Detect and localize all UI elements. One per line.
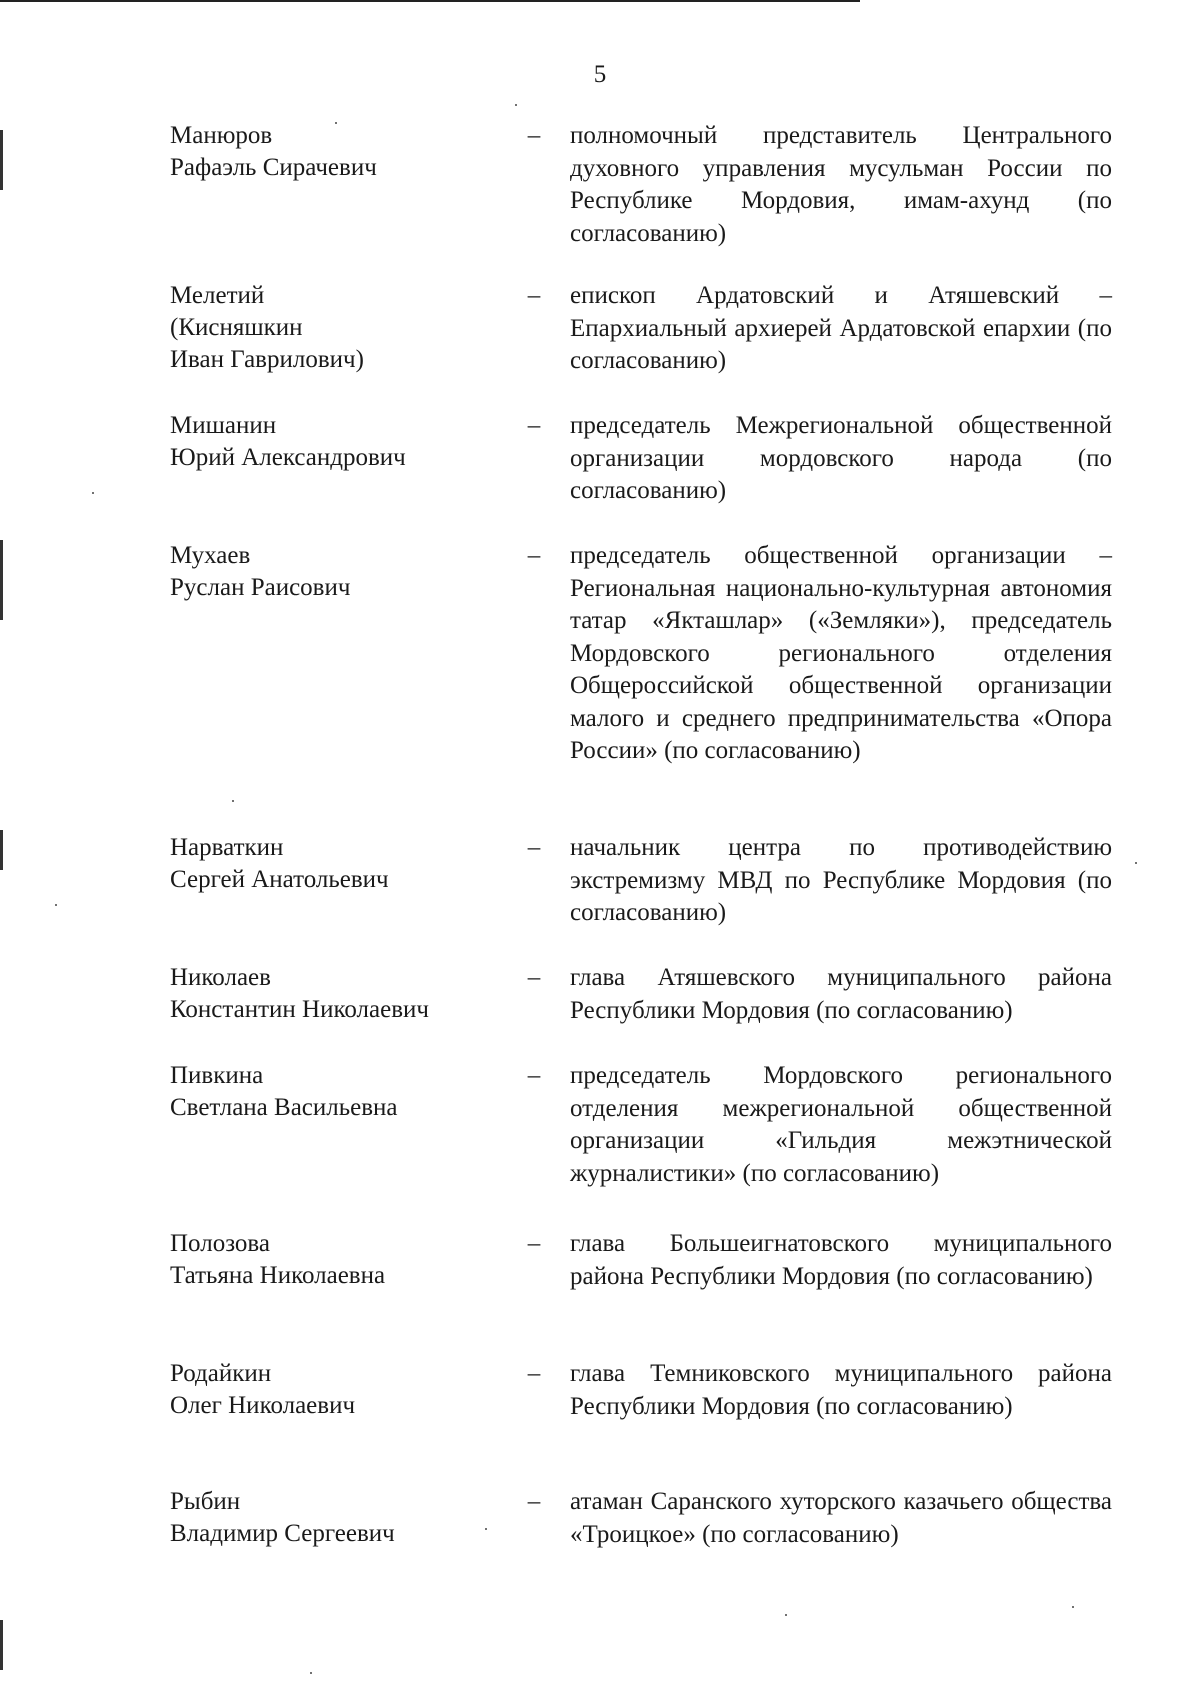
member-role: председатель Мордовского регионального отделения межрегиональной общественной организации «Гильдия межэтнической журналистики» (по согласованию) (570, 1062, 1112, 1187)
member-role: глава Большеигнатовского муниципального района Республики Мордовия (по согласованию) (570, 1230, 1112, 1290)
member-surname: Нарваткин (170, 834, 284, 861)
member-role: атаман Саранского хуторского казачьего общества «Троицкое» (по согласованию) (570, 1488, 1112, 1548)
scan-speck (92, 492, 94, 494)
member-given-name: Константин Николаевич (170, 996, 429, 1023)
member-surname: Манюров (170, 122, 273, 149)
scan-edge-top (0, 0, 860, 2)
member-surname: Пивкина (170, 1062, 264, 1089)
member-given-name: Рафаэль Сирачевич (170, 154, 377, 181)
dash-separator: – (527, 1230, 541, 1257)
member-role: глава Темниковского муниципального района Республики Мордовия (по согласованию) (570, 1360, 1112, 1420)
page-number: 5 (593, 61, 607, 88)
scan-speck (1135, 862, 1137, 864)
member-given-name: (Кисняшкин (170, 314, 303, 341)
member-role: начальник центра по противодействию экстремизму МВД по Республике Мордовия (по согласованию) (570, 834, 1112, 926)
scan-speck (232, 800, 234, 802)
member-surname: Полозова (170, 1230, 270, 1257)
scan-edge-left (0, 1620, 3, 1670)
scan-speck (310, 1672, 312, 1674)
dash-separator: – (527, 122, 541, 149)
member-surname: Рыбин (170, 1488, 241, 1515)
dash-separator: – (527, 542, 541, 569)
dash-separator: – (527, 1488, 541, 1515)
dash-separator: – (527, 282, 541, 309)
member-given-name: Светлана Васильевна (170, 1094, 398, 1121)
member-given-name: Сергей Анатольевич (170, 866, 389, 893)
dash-separator: – (527, 834, 541, 861)
member-name-extra: Иван Гаврилович) (170, 346, 364, 373)
scan-speck (515, 104, 517, 106)
member-name (170, 832, 500, 896)
member-name (170, 280, 500, 376)
member-given-name: Юрий Александрович (170, 444, 406, 471)
scan-speck (55, 904, 57, 906)
dash-separator: – (527, 964, 541, 991)
member-name (170, 1060, 500, 1124)
member-role: епископ Ардатовский и Атяшевский – Епархиальный архиерей Ардатовской епархии (по согласованию) (570, 282, 1112, 374)
member-role: председатель общественной организации – Региональная национально-культурная автономия татар «Якташлар» («Земляки»), председатель Мордовского регионального отделения Общероссийской общественной организации малого и среднего предпринимательства «Опора России» (по согласованию) (570, 542, 1112, 764)
member-name (170, 540, 500, 604)
scan-speck (785, 1614, 787, 1616)
member-name (170, 1486, 500, 1550)
member-given-name: Олег Николаевич (170, 1392, 356, 1419)
scan-speck (1072, 1606, 1074, 1608)
member-name (170, 120, 500, 184)
scan-edge-left (0, 130, 3, 190)
member-name (170, 1358, 500, 1422)
member-surname: Мишанин (170, 412, 277, 439)
member-given-name: Владимир Сергеевич (170, 1520, 395, 1547)
member-name (170, 410, 500, 474)
member-name (170, 962, 500, 1026)
member-surname: Мухаев (170, 542, 251, 569)
member-role: глава Атяшевского муниципального района Республики Мордовия (по согласованию) (570, 964, 1112, 1024)
member-given-name: Татьяна Николаевна (170, 1262, 386, 1289)
scan-edge-left (0, 830, 3, 870)
member-name (170, 1228, 500, 1292)
member-surname: Мелетий (170, 282, 265, 309)
member-role: председатель Межрегиональной общественной организации мордовского народа (по согласованию) (570, 412, 1112, 504)
dash-separator: – (527, 1062, 541, 1089)
member-given-name: Руслан Раисович (170, 574, 351, 601)
member-role: полномочный представитель Центрального духовного управления мусульман России по Республике Мордовия, имам-ахунд (по согласованию) (570, 122, 1112, 247)
dash-separator: – (527, 1360, 541, 1387)
member-surname: Николаев (170, 964, 271, 991)
dash-separator: – (527, 412, 541, 439)
member-surname: Родайкин (170, 1360, 272, 1387)
scan-edge-left (0, 540, 3, 620)
